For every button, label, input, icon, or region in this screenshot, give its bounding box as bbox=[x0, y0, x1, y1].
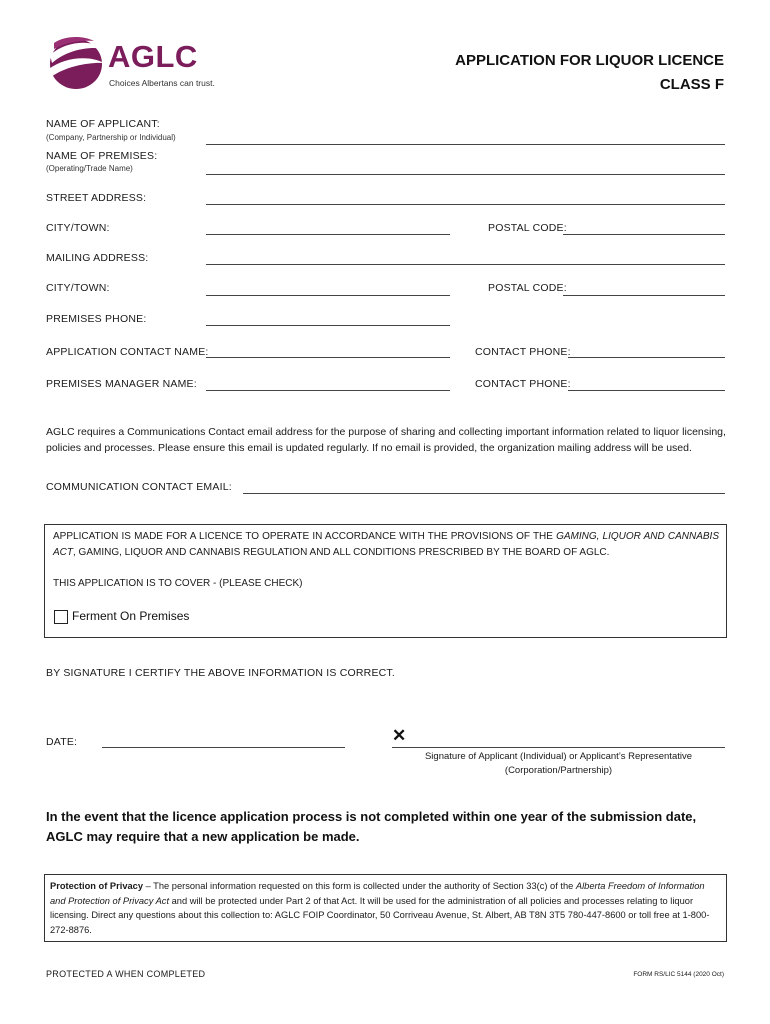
application-statement bbox=[53, 529, 719, 561]
privacy-text-b: and will be protected under Part 2 of that Act. It will be used for the administration of all policies and processes relating to liquor licensing. Direct any questions about this collection to: AGLC FOIP Coordinator, 50 Corriveau Avenue, St. Albert, AB T8N 3T5 780-447-8600 or toll free at 1-800-272-8876. bbox=[50, 895, 710, 935]
privacy-box bbox=[44, 874, 727, 942]
application-box bbox=[44, 524, 727, 638]
premises-name-field[interactable] bbox=[206, 174, 725, 175]
signature-caption-line2: (Corporation/Partnership) bbox=[504, 765, 613, 776]
aglc-logo bbox=[46, 33, 236, 91]
date-field[interactable] bbox=[102, 747, 345, 748]
logo-brand: AGLC bbox=[108, 39, 198, 74]
form-class: CLASS F bbox=[659, 76, 724, 93]
city-label: CITY/TOWN: bbox=[46, 222, 110, 234]
manager-name-label: PREMISES MANAGER NAME: bbox=[46, 378, 197, 390]
form-title: APPLICATION FOR LIQUOR LICENCE bbox=[455, 52, 724, 69]
communication-paragraph: AGLC requires a Communications Contact email address for the purpose of sharing and collecting important information related to liquor licensing, policies and processes. Please ensure this email is updated regularly. If no email is provided, the organization mailing address will be used. bbox=[46, 426, 726, 454]
warning-line1: In the event that the licence application process is not completed within one year of the submission date, bbox=[46, 809, 697, 824]
premises-name-label: NAME OF PREMISES: bbox=[46, 150, 158, 162]
privacy-notice bbox=[50, 879, 720, 937]
applicant-name-label: NAME OF APPLICANT: bbox=[46, 118, 160, 130]
logo-tagline: Choices Albertans can trust. bbox=[109, 78, 215, 88]
contact-name-field[interactable] bbox=[206, 357, 450, 358]
postal-code-label: POSTAL CODE: bbox=[488, 222, 567, 234]
mailing-address-field[interactable] bbox=[206, 264, 725, 265]
contact-name-label: APPLICATION CONTACT NAME: bbox=[46, 346, 209, 358]
manager-phone-field[interactable] bbox=[568, 390, 725, 391]
communication-email-label: COMMUNICATION CONTACT EMAIL: bbox=[46, 481, 232, 493]
premises-phone-label: PREMISES PHONE: bbox=[46, 313, 147, 325]
manager-name-field[interactable] bbox=[206, 390, 450, 391]
premises-phone-field[interactable] bbox=[206, 325, 450, 326]
privacy-text-a: – The personal information requested on this form is collected under the authority of Section 33(c) of the bbox=[143, 881, 576, 891]
signature-caption-line1: Signature of Applicant (Individual) or Applicant’s Representative bbox=[424, 751, 693, 762]
city-field[interactable] bbox=[206, 234, 450, 235]
mailing-city-field[interactable] bbox=[206, 295, 450, 296]
footer-form-number: FORM RS/LIC 5144 (2020 Oct) bbox=[633, 971, 724, 978]
application-statement-start: APPLICATION IS MADE FOR A LICENCE TO OPERATE IN ACCORDANCE WITH THE PROVISIONS OF THE bbox=[53, 531, 557, 542]
applicant-name-sublabel: (Company, Partnership or Individual) bbox=[46, 133, 176, 142]
signature-x-mark: ✕ bbox=[392, 726, 407, 745]
signature-field[interactable] bbox=[392, 747, 725, 748]
application-statement-end: , GAMING, LIQUOR AND CANNABIS REGULATION AND ALL CONDITIONS PRESCRIBED BY THE BOARD OF AGLC. bbox=[73, 547, 610, 558]
privacy-act-name: Alberta Freedom of Information and Protection of Privacy Act bbox=[50, 881, 705, 906]
application-statement-act: GAMING, LIQUOR AND CANNABIS ACT bbox=[53, 531, 719, 558]
footer-protected: PROTECTED A WHEN COMPLETED bbox=[46, 969, 206, 979]
mailing-postal-code-field[interactable] bbox=[563, 295, 725, 296]
mailing-city-label: CITY/TOWN: bbox=[46, 282, 110, 294]
manager-phone-label: CONTACT PHONE: bbox=[475, 378, 571, 390]
aglc-swirl-icon bbox=[46, 33, 106, 91]
certify-statement: BY SIGNATURE I CERTIFY THE ABOVE INFORMATION IS CORRECT. bbox=[46, 667, 396, 679]
communication-email-field[interactable] bbox=[243, 493, 725, 494]
applicant-name-field[interactable] bbox=[206, 144, 725, 145]
mailing-postal-code-label: POSTAL CODE: bbox=[488, 282, 567, 294]
premises-name-sublabel: (Operating/Trade Name) bbox=[46, 164, 133, 173]
warning-line2: AGLC may require that a new application be made. bbox=[46, 829, 360, 844]
mailing-address-label: MAILING ADDRESS: bbox=[46, 252, 149, 264]
privacy-heading: Protection of Privacy bbox=[50, 881, 143, 891]
ferment-on-premises-label: Ferment On Premises bbox=[72, 609, 190, 623]
date-label: DATE: bbox=[46, 736, 78, 748]
street-address-field[interactable] bbox=[206, 204, 725, 205]
cover-label: THIS APPLICATION IS TO COVER - (PLEASE CHECK) bbox=[53, 578, 303, 589]
postal-code-field[interactable] bbox=[563, 234, 725, 235]
street-address-label: STREET ADDRESS: bbox=[46, 192, 147, 204]
contact-phone-field[interactable] bbox=[568, 357, 725, 358]
contact-phone-label: CONTACT PHONE: bbox=[475, 346, 571, 358]
ferment-on-premises-checkbox[interactable] bbox=[54, 610, 68, 624]
